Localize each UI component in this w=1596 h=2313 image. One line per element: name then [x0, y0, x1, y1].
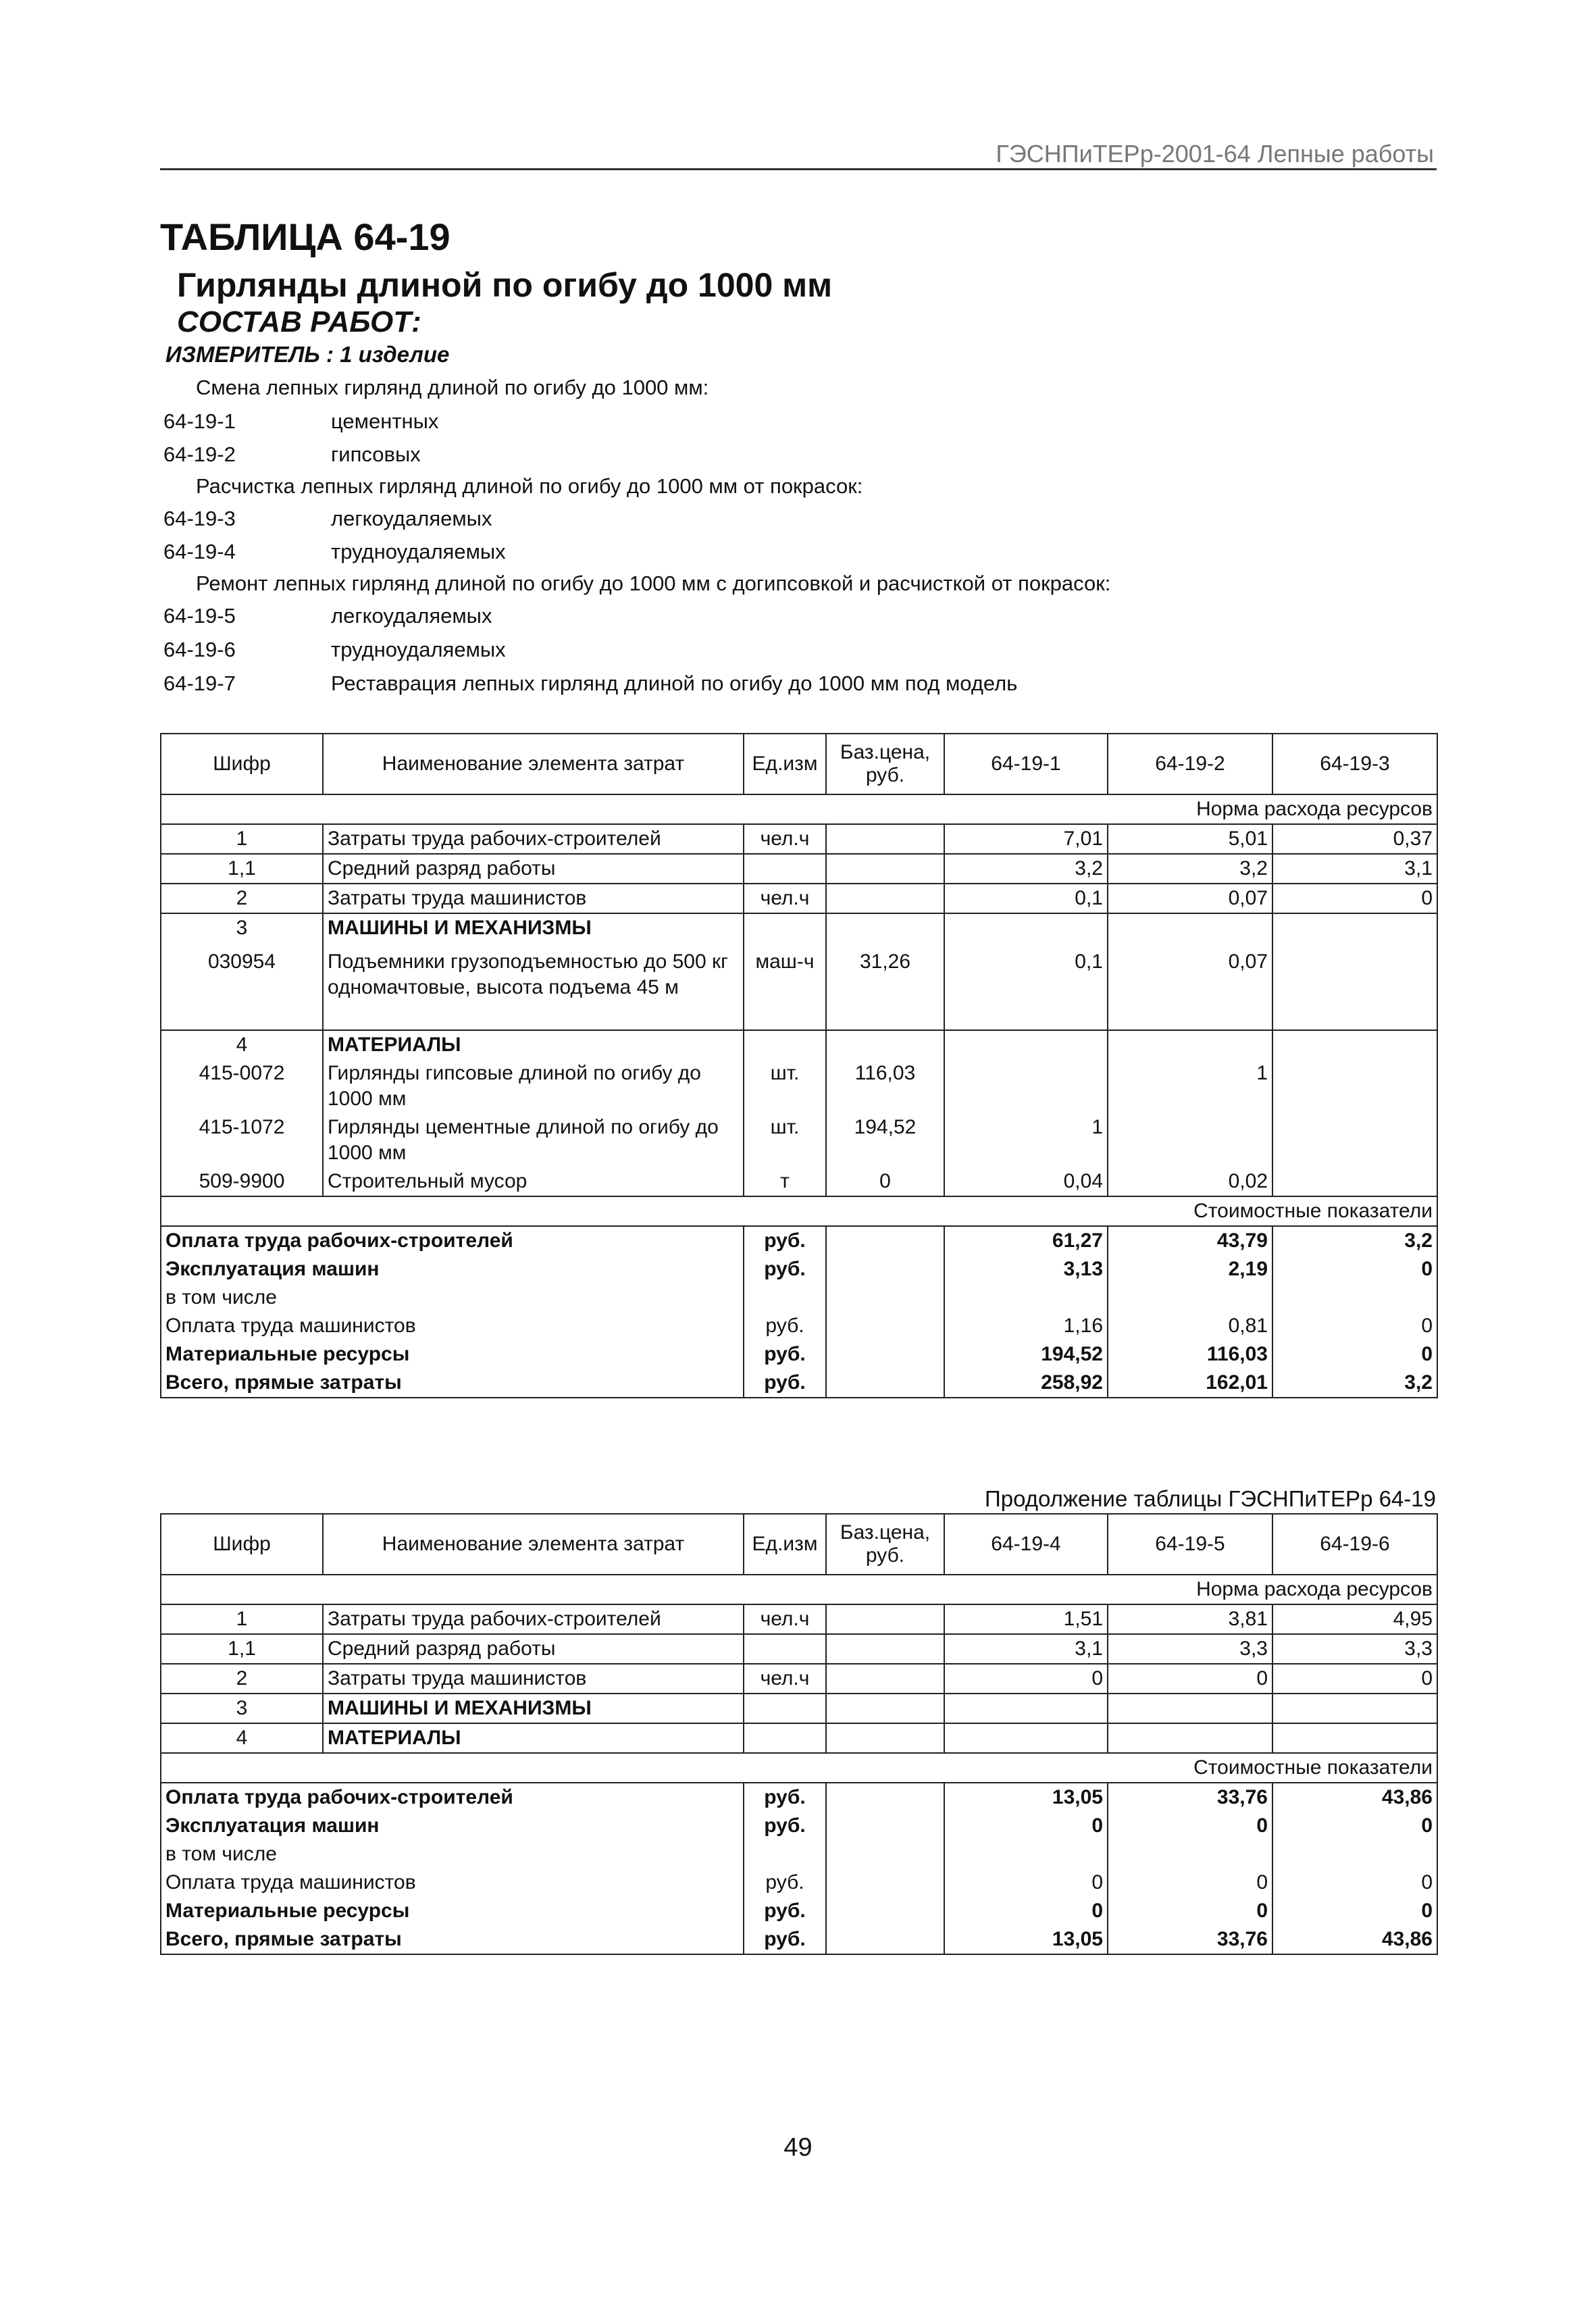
resource-table-2 — [160, 1513, 1438, 1955]
table-row — [161, 884, 1437, 913]
row-value — [1108, 1030, 1272, 1059]
row-price — [826, 1030, 944, 1059]
row-value — [1108, 1694, 1272, 1723]
row-value — [1272, 942, 1437, 1030]
row-name: МАШИНЫ И МЕХАНИЗМЫ — [323, 913, 744, 942]
cost-price — [826, 1783, 944, 1812]
row-price — [826, 1694, 944, 1723]
row-code: 030954 — [161, 942, 323, 1030]
row-code: 4 — [161, 1030, 323, 1059]
cost-value: 3,13 — [944, 1255, 1108, 1283]
row-unit — [744, 913, 826, 942]
table-row — [161, 1604, 1437, 1634]
cost-value: 0 — [944, 1897, 1108, 1925]
work-code: 64-19-1 — [163, 409, 236, 433]
cost-row — [161, 1897, 1437, 1925]
table-row — [161, 824, 1437, 854]
cost-price — [826, 1869, 944, 1897]
row-value: 0,02 — [1108, 1167, 1272, 1196]
row-name: МАШИНЫ И МЕХАНИЗМЫ — [323, 1694, 744, 1723]
cost-row — [161, 1340, 1437, 1369]
cost-price — [826, 1812, 944, 1840]
cost-row — [161, 1226, 1437, 1255]
work-code: 64-19-5 — [163, 604, 236, 628]
row-value: 0 — [1272, 884, 1437, 913]
row-unit: чел.ч — [744, 824, 826, 854]
cost-unit: руб. — [744, 1255, 826, 1283]
row-value: 0,37 — [1272, 824, 1437, 854]
cost-row — [161, 1812, 1437, 1840]
row-code: 1 — [161, 1604, 323, 1634]
cost-value: 43,86 — [1272, 1783, 1437, 1812]
row-unit: чел.ч — [744, 1604, 826, 1634]
table-row — [161, 1634, 1437, 1664]
continuation-caption: Продолжение таблицы ГЭСНПиТЕРр 64-19 — [985, 1486, 1436, 1511]
row-value — [1272, 1723, 1437, 1753]
running-title: ГЭСНПиТЕРр-2001-64 Лепные работы — [996, 140, 1434, 168]
cost-value: 0,81 — [1108, 1312, 1272, 1340]
cost-value — [1272, 1283, 1437, 1312]
cost-value: 162,01 — [1108, 1369, 1272, 1398]
row-value — [1108, 1113, 1272, 1167]
cost-value: 0 — [1272, 1312, 1437, 1340]
table-row — [161, 1113, 1437, 1167]
row-value: 1 — [1108, 1059, 1272, 1113]
work-code: 64-19-6 — [163, 638, 236, 661]
cost-row — [161, 1840, 1437, 1869]
row-code: 2 — [161, 884, 323, 913]
cost-label: Стоимостные показатели — [944, 1753, 1437, 1783]
work-code: 64-19-4 — [163, 540, 236, 563]
cost-value: 13,05 — [944, 1783, 1108, 1812]
cost-value: 0 — [1108, 1812, 1272, 1840]
row-value: 0,07 — [1108, 942, 1272, 1030]
row-code: 1,1 — [161, 854, 323, 884]
row-value — [944, 1694, 1108, 1723]
row-value: 3,1 — [944, 1634, 1108, 1664]
cost-row — [161, 1869, 1437, 1897]
col-cipher-header: Шифр — [161, 734, 323, 794]
row-name: Средний разряд работы — [323, 1634, 744, 1664]
work-intro: Расчистка лепных гирлянд длиной по огибу до 1000 мм от покрасок: — [196, 474, 863, 498]
row-code: 1,1 — [161, 1634, 323, 1664]
col-cipher-header: Шифр — [161, 1514, 323, 1575]
row-value: 0,07 — [1108, 884, 1272, 913]
work-code: 64-19-3 — [163, 507, 236, 530]
row-value: 3,81 — [1108, 1604, 1272, 1634]
row-price: 31,26 — [826, 942, 944, 1030]
cost-price — [826, 1312, 944, 1340]
row-value — [944, 1723, 1108, 1753]
cost-value: 194,52 — [944, 1340, 1108, 1369]
cost-value: 116,03 — [1108, 1340, 1272, 1369]
row-unit: т — [744, 1167, 826, 1196]
row-unit — [744, 854, 826, 884]
cost-value: 33,76 — [1108, 1925, 1272, 1954]
row-price — [826, 824, 944, 854]
row-value — [1108, 1723, 1272, 1753]
cost-row — [161, 1312, 1437, 1340]
row-unit — [744, 1723, 826, 1753]
cost-name: в том числе — [161, 1283, 744, 1312]
row-value — [1272, 1059, 1437, 1113]
work-text: Реставрация лепных гирлянд длиной по огибу до 1000 мм под модель — [331, 671, 1018, 695]
section-spacer — [161, 794, 944, 824]
cost-unit: руб. — [744, 1369, 826, 1398]
cost-name: Оплата труда машинистов — [161, 1312, 744, 1340]
cost-value: 3,2 — [1272, 1226, 1437, 1255]
row-code: 415-1072 — [161, 1113, 323, 1167]
table-row — [161, 913, 1437, 942]
cost-price — [826, 1925, 944, 1954]
row-unit — [744, 1694, 826, 1723]
norm-label: Норма расхода ресурсов — [944, 794, 1437, 824]
work-text: трудноудаляемых — [331, 638, 506, 661]
cost-name: Оплата труда рабочих-строителей — [161, 1783, 744, 1812]
cost-price — [826, 1897, 944, 1925]
row-price — [826, 1664, 944, 1694]
col-variant-header: 64-19-3 — [1272, 734, 1437, 794]
work-intro: Смена лепных гирлянд длиной по огибу до 1000 мм: — [196, 376, 709, 399]
row-price — [826, 854, 944, 884]
row-value: 5,01 — [1108, 824, 1272, 854]
row-name: Затраты труда рабочих-строителей — [323, 824, 744, 854]
row-price — [826, 1634, 944, 1664]
col-variant-header: 64-19-5 — [1108, 1514, 1272, 1575]
work-text: легкоудаляемых — [331, 604, 492, 628]
page-number: 49 — [783, 2133, 813, 2162]
row-name: Средний разряд работы — [323, 854, 744, 884]
cost-price — [826, 1840, 944, 1869]
section-spacer — [161, 1575, 944, 1604]
cost-name: Материальные ресурсы — [161, 1897, 744, 1925]
running-header — [160, 138, 1437, 170]
cost-unit: руб. — [744, 1340, 826, 1369]
row-name: Гирлянды гипсовые длиной по огибу до 1000 мм — [323, 1059, 744, 1113]
section-spacer — [161, 1753, 944, 1783]
table-row — [161, 942, 1437, 1030]
cost-value: 43,79 — [1108, 1226, 1272, 1255]
col-unit-header: Ед.изм — [744, 1514, 826, 1575]
row-price: 116,03 — [826, 1059, 944, 1113]
row-name: Затраты труда машинистов — [323, 1664, 744, 1694]
cost-row — [161, 1369, 1437, 1398]
cost-price — [826, 1340, 944, 1369]
row-value — [1272, 1167, 1437, 1196]
row-value: 0 — [1272, 1664, 1437, 1694]
cost-price — [826, 1255, 944, 1283]
row-code: 2 — [161, 1664, 323, 1694]
cost-row — [161, 1783, 1437, 1812]
table-row — [161, 1059, 1437, 1113]
row-price — [826, 913, 944, 942]
row-price: 194,52 — [826, 1113, 944, 1167]
row-value — [1272, 1030, 1437, 1059]
row-name: Затраты труда машинистов — [323, 884, 744, 913]
work-text: легкоудаляемых — [331, 507, 492, 530]
cost-value: 1,16 — [944, 1312, 1108, 1340]
row-price — [826, 1723, 944, 1753]
row-price — [826, 1604, 944, 1634]
work-code: 64-19-7 — [163, 671, 236, 695]
row-name: Гирлянды цементные длиной по огибу до 1000 мм — [323, 1113, 744, 1167]
cost-row — [161, 1255, 1437, 1283]
cost-value: 13,05 — [944, 1925, 1108, 1954]
cost-value: 33,76 — [1108, 1783, 1272, 1812]
cost-value — [1108, 1283, 1272, 1312]
work-text: трудноудаляемых — [331, 540, 506, 563]
cost-value: 0 — [1108, 1897, 1272, 1925]
row-unit: шт. — [744, 1113, 826, 1167]
table-subtitle: Гирлянды длиной по огибу до 1000 мм — [177, 266, 833, 304]
cost-unit — [744, 1283, 826, 1312]
row-name: Подъемники грузоподъемностью до 500 кг одномачтовые, высота подъема 45 м — [323, 942, 744, 1030]
cost-value: 43,86 — [1272, 1925, 1437, 1954]
row-value — [944, 1030, 1108, 1059]
row-name: Строительный мусор — [323, 1167, 744, 1196]
row-code: 415-0072 — [161, 1059, 323, 1113]
cost-unit: руб. — [744, 1783, 826, 1812]
cost-value — [1272, 1840, 1437, 1869]
row-value: 0,04 — [944, 1167, 1108, 1196]
cost-value: 0 — [1272, 1869, 1437, 1897]
cost-name: Эксплуатация машин — [161, 1812, 744, 1840]
row-value: 3,2 — [1108, 854, 1272, 884]
row-value: 4,95 — [1272, 1604, 1437, 1634]
cost-row — [161, 1283, 1437, 1312]
cost-value — [944, 1283, 1108, 1312]
table-row — [161, 1167, 1437, 1196]
cost-value: 0 — [944, 1869, 1108, 1897]
col-variant-header: 64-19-2 — [1108, 734, 1272, 794]
row-code: 4 — [161, 1723, 323, 1753]
row-value: 3,3 — [1272, 1634, 1437, 1664]
col-variant-header: 64-19-6 — [1272, 1514, 1437, 1575]
cost-value: 0 — [1272, 1812, 1437, 1840]
col-variant-header: 64-19-4 — [944, 1514, 1108, 1575]
row-price: 0 — [826, 1167, 944, 1196]
col-name-header: Наименование элемента затрат — [323, 734, 744, 794]
row-value: 7,01 — [944, 824, 1108, 854]
work-text: цементных — [331, 409, 439, 433]
table-row — [161, 1030, 1437, 1059]
cost-value — [944, 1840, 1108, 1869]
cost-value: 0 — [1272, 1255, 1437, 1283]
cost-name: Всего, прямые затраты — [161, 1925, 744, 1954]
row-value: 1 — [944, 1113, 1108, 1167]
cost-unit: руб. — [744, 1812, 826, 1840]
row-value — [1108, 913, 1272, 942]
cost-row — [161, 1925, 1437, 1954]
cost-price — [826, 1283, 944, 1312]
row-value: 3,3 — [1108, 1634, 1272, 1664]
row-value — [1272, 1113, 1437, 1167]
row-unit: шт. — [744, 1059, 826, 1113]
cost-price — [826, 1226, 944, 1255]
resource-table-1 — [160, 733, 1438, 1398]
cost-value: 0 — [1108, 1869, 1272, 1897]
norm-label: Норма расхода ресурсов — [944, 1575, 1437, 1604]
work-code: 64-19-2 — [163, 442, 236, 466]
cost-name: Эксплуатация машин — [161, 1255, 744, 1283]
cost-value: 3,2 — [1272, 1369, 1437, 1398]
row-unit — [744, 1030, 826, 1059]
work-text: гипсовых — [331, 442, 421, 466]
cost-value: 258,92 — [944, 1369, 1108, 1398]
cost-unit: руб. — [744, 1226, 826, 1255]
row-unit — [744, 1634, 826, 1664]
table-row — [161, 854, 1437, 884]
row-value — [944, 1059, 1108, 1113]
row-unit: чел.ч — [744, 884, 826, 913]
col-variant-header: 64-19-1 — [944, 734, 1108, 794]
row-unit: чел.ч — [744, 1664, 826, 1694]
cost-unit — [744, 1840, 826, 1869]
measure-unit: ИЗМЕРИТЕЛЬ : 1 изделие — [165, 342, 450, 367]
cost-value: 2,19 — [1108, 1255, 1272, 1283]
row-unit: маш-ч — [744, 942, 826, 1030]
cost-unit: руб. — [744, 1925, 826, 1954]
row-value: 3,1 — [1272, 854, 1437, 884]
row-code: 3 — [161, 1694, 323, 1723]
row-code: 509-9900 — [161, 1167, 323, 1196]
col-name-header: Наименование элемента затрат — [323, 1514, 744, 1575]
row-price — [826, 884, 944, 913]
table-row — [161, 1664, 1437, 1694]
table-row — [161, 1694, 1437, 1723]
cost-value: 0 — [1272, 1897, 1437, 1925]
cost-label: Стоимостные показатели — [944, 1196, 1437, 1226]
row-value: 1,51 — [944, 1604, 1108, 1634]
row-name: Затраты труда рабочих-строителей — [323, 1604, 744, 1634]
row-value: 0,1 — [944, 884, 1108, 913]
row-value — [944, 913, 1108, 942]
cost-unit: руб. — [744, 1312, 826, 1340]
cost-value: 0 — [1272, 1340, 1437, 1369]
table-title: ТАБЛИЦА 64-19 — [160, 215, 451, 258]
cost-price — [826, 1369, 944, 1398]
row-name: МАТЕРИАЛЫ — [323, 1030, 744, 1059]
cost-name: Всего, прямые затраты — [161, 1369, 744, 1398]
cost-name: Оплата труда машинистов — [161, 1869, 744, 1897]
section-spacer — [161, 1196, 944, 1226]
row-code: 1 — [161, 824, 323, 854]
cost-value: 0 — [944, 1812, 1108, 1840]
col-price-header: Баз.цена, руб. — [826, 734, 944, 794]
cost-unit: руб. — [744, 1869, 826, 1897]
table-row — [161, 1723, 1437, 1753]
cost-name: Оплата труда рабочих-строителей — [161, 1226, 744, 1255]
row-name: МАТЕРИАЛЫ — [323, 1723, 744, 1753]
col-price-header: Баз.цена, руб. — [826, 1514, 944, 1575]
row-code: 3 — [161, 913, 323, 942]
cost-unit: руб. — [744, 1897, 826, 1925]
cost-name: в том числе — [161, 1840, 744, 1869]
cost-name: Материальные ресурсы — [161, 1340, 744, 1369]
row-value: 3,2 — [944, 854, 1108, 884]
row-value: 0,1 — [944, 942, 1108, 1030]
row-value — [1272, 1694, 1437, 1723]
row-value — [1272, 913, 1437, 942]
row-value: 0 — [944, 1664, 1108, 1694]
col-unit-header: Ед.изм — [744, 734, 826, 794]
cost-value — [1108, 1840, 1272, 1869]
row-value: 0 — [1108, 1664, 1272, 1694]
cost-value: 61,27 — [944, 1226, 1108, 1255]
work-intro: Ремонт лепных гирлянд длиной по огибу до 1000 мм с догипсовкой и расчисткой от покрасок: — [196, 571, 1111, 595]
work-composition-heading: СОСТАВ РАБОТ: — [177, 305, 421, 338]
